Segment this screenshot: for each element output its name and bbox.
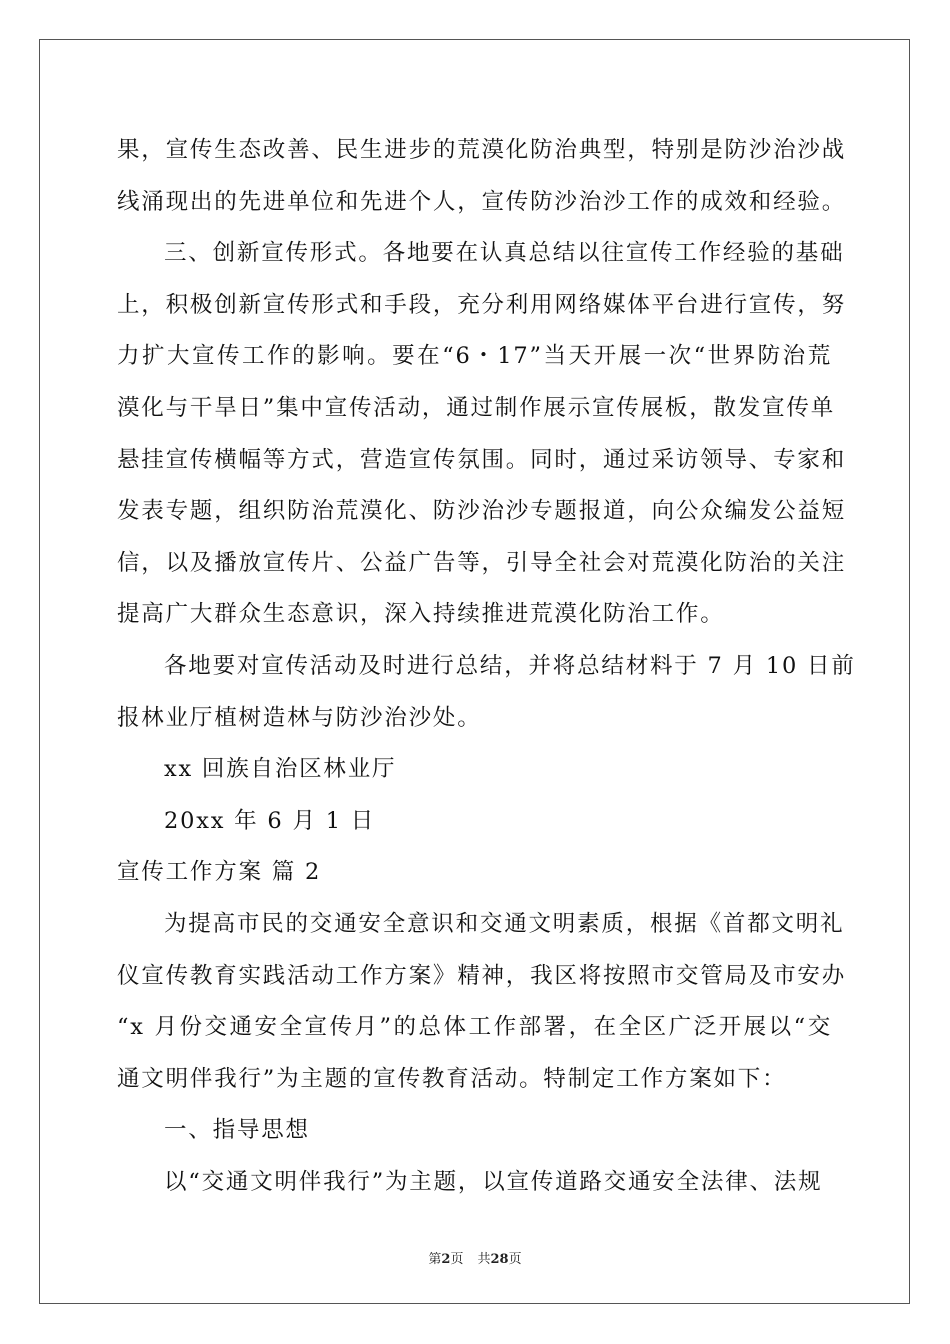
- page-footer: [0, 1248, 950, 1267]
- paragraph: [117, 899, 847, 1105]
- paragraph: [117, 1157, 832, 1209]
- paragraph: [117, 796, 832, 848]
- text-line: 宣传工作方案 篇 2: [117, 859, 322, 886]
- paragraph: [117, 641, 856, 744]
- text-line: 一、指导思想: [164, 1117, 310, 1144]
- total-suffix: 页: [508, 1252, 522, 1267]
- document-body: [117, 125, 856, 1208]
- text-line: xx 回族自治区林业厅: [164, 756, 397, 783]
- text-line: 仪宣传教育实践活动工作方案》精神，我区将按照市交管局及市安办: [117, 962, 847, 989]
- page-suffix: 页: [450, 1252, 464, 1267]
- paragraph: [117, 125, 847, 228]
- text-line: 以“交通文明伴我行”为主题，以宣传道路交通安全法律、法规: [164, 1168, 823, 1195]
- text-line: 通文明伴我行”为主题的宣传教育活动。特制定工作方案如下：: [117, 1065, 787, 1092]
- text-line: 信，以及播放宣传片、公益广告等，引导全社会对荒漠化防治的关注: [117, 549, 847, 576]
- text-line: 报林业厅植树造林与防沙治沙处。: [117, 704, 482, 731]
- text-line: 20xx 年 6 月 1 日: [164, 807, 376, 834]
- text-line: “x 月份交通安全宣传月”的总体工作部署，在全区广泛开展以“交: [117, 1014, 832, 1041]
- paragraph: [117, 1105, 832, 1157]
- text-line: 力扩大宣传工作的影响。要在“6・17”当天开展一次“世界防治荒: [117, 343, 832, 370]
- text-line: 三、创新宣传形式。各地要在认真总结以往宣传工作经验的基础: [164, 240, 845, 267]
- text-line: 上，积极创新宣传形式和手段，充分利用网络媒体平台进行宣传，努: [117, 291, 847, 318]
- text-line: 为提高市民的交通安全意识和交通文明素质，根据《首都文明礼: [164, 910, 845, 937]
- text-line: 漠化与干旱日”集中宣传活动，通过制作展示宣传展板，散发宣传单: [117, 394, 836, 421]
- text-line: 线涌现出的先进单位和先进个人，宣传防沙治沙工作的成效和经验。: [117, 188, 847, 215]
- text-line: 果，宣传生态改善、民生进步的荒漠化防治典型，特别是防沙治沙战: [117, 137, 847, 163]
- paragraph: [117, 228, 847, 641]
- text-line: 发表专题，组织防治荒漠化、防沙治沙专题报道，向公众编发公益短: [117, 498, 847, 525]
- total-prefix: 共: [477, 1252, 491, 1267]
- paragraph: [117, 847, 832, 899]
- text-line: 提高广大群众生态意识，深入持续推进荒漠化防治工作。: [117, 601, 725, 628]
- paragraph: [117, 744, 832, 796]
- text-line: 悬挂宣传横幅等方式，营造宣传氛围。同时，通过采访领导、专家和: [117, 446, 847, 473]
- text-line: 各地要对宣传活动及时进行总结，并将总结材料于 7 月 10 日前: [164, 652, 856, 679]
- page-prefix: 第: [428, 1252, 442, 1267]
- page-number: 2: [441, 1252, 451, 1267]
- page-total: 28: [490, 1252, 509, 1267]
